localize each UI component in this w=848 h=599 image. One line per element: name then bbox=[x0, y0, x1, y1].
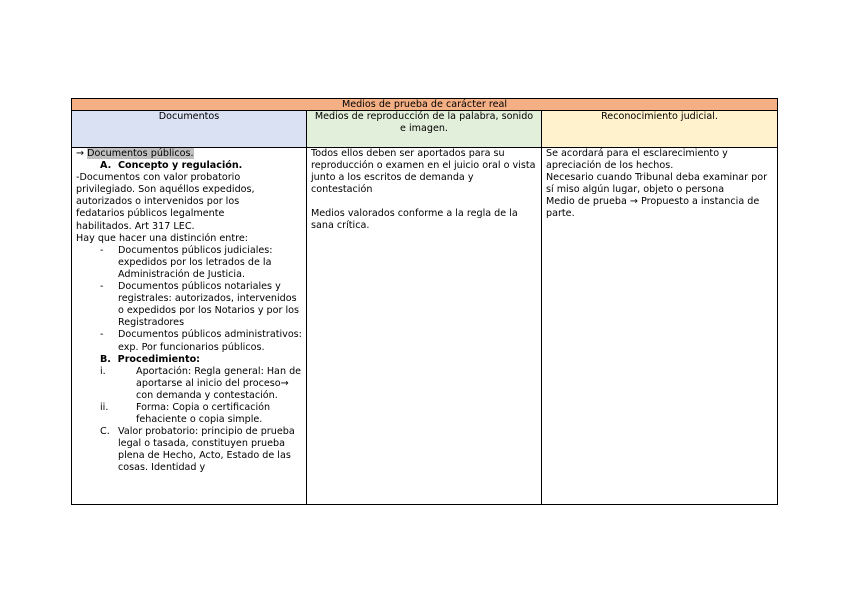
section-a-title: A. Concepto y regulación. bbox=[100, 160, 243, 172]
section-b-title: B. Procedimiento: bbox=[100, 353, 200, 365]
line-2: privilegiado. Son aquéllos expedidos, bbox=[76, 184, 255, 196]
header-reconocimiento-judicial: Reconocimiento judicial. bbox=[542, 111, 778, 148]
section-c: C. Valor probatorio: principio de prueba legal o tasada, constituyen prueba plena de Hecho, Acto, Estado de las cosas. Identidad y bbox=[100, 426, 295, 474]
line-3: autorizados o intervenidos por los bbox=[76, 196, 240, 208]
header-medios-reproduccion: Medios de reproducción de la palabra, sonido e imagen. bbox=[307, 111, 542, 148]
list-item: - Documentos públicos judiciales: expedidos por los letrados de la Administración de Justicia. bbox=[100, 244, 273, 280]
line-4: fedatarios públicos legalmente bbox=[76, 208, 225, 220]
list-item: i. Aportación: Regla general: Han de aportarse al inicio del proceso→ con demanda y contestación. bbox=[100, 365, 302, 401]
cell-reconocimiento bbox=[542, 148, 778, 505]
arrow-icon: → bbox=[76, 148, 85, 159]
list-item: - Documentos públicos administrativos: exp. Por funcionarios públicos. bbox=[100, 329, 302, 353]
heading-documentos-publicos bbox=[76, 148, 302, 160]
line-1: -Documentos con valor probatorio bbox=[76, 172, 241, 184]
list-item: ii. Forma: Copia o certificación fehaciente o copia simple. bbox=[100, 401, 271, 426]
cell-documentos bbox=[72, 148, 307, 505]
cell-medios-reproduccion bbox=[307, 148, 542, 505]
header-documentos: Documentos bbox=[72, 111, 307, 148]
line-medio-prueba: Medio de prueba → Propuesto a instancia de parte. bbox=[546, 196, 760, 220]
list-item: - Documentos públicos notariales y registrales: autorizados, intervenidos o expedidos por los Notarios y por los Registradores bbox=[100, 281, 300, 329]
evidence-table bbox=[71, 98, 778, 505]
line-5: habilitados. Art 317 LEC. bbox=[76, 220, 195, 232]
line-6: Hay que hacer una distinción entre: bbox=[76, 232, 248, 244]
line-necesario: Necesario cuando Tribunal deba examinar por sí miso algún lugar, objeto o persona bbox=[546, 172, 768, 196]
line-esclarecimiento: Se acordará para el esclarecimiento y apreciación de los hechos. bbox=[546, 148, 728, 172]
table-title: Medios de prueba de carácter real bbox=[72, 99, 778, 111]
highlighted-heading: Documentos públicos. bbox=[87, 148, 194, 159]
paragraph-aportacion: Todos ellos deben ser aportados para su reproducción o examen en el juicio oral o vista junto a los escritos de demanda y contestación bbox=[311, 148, 536, 196]
paragraph-valoracion: Medios valorados conforme a la regla de la sana crítica. bbox=[311, 208, 518, 232]
